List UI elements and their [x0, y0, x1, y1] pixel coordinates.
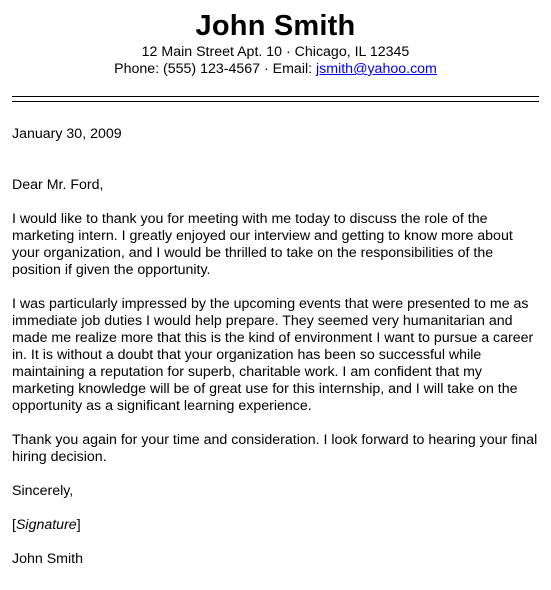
- salutation: Dear Mr. Ford,: [12, 177, 104, 193]
- letterhead: [0, 8, 551, 78]
- paragraph-3: Thank you again for your time and consideration. I look forward to hearing your final hiring decision.: [12, 432, 538, 465]
- sender-name: John Smith: [195, 10, 356, 42]
- sender-address: 12 Main Street Apt. 10 · Chicago, IL 12345: [141, 44, 410, 60]
- signer-name: John Smith: [12, 551, 83, 567]
- paragraph-1: I would like to thank you for meeting with me today to discuss the role of the marketing intern. I greatly enjoyed our interview and getting to know more about your organization, and I would be thrilled to take on the responsibilities of the position if given the opportunity.: [12, 211, 513, 278]
- letter-date: January 30, 2009: [12, 126, 122, 142]
- sender-contact: [0, 61, 551, 78]
- signature-bracket-open: [: [12, 517, 16, 533]
- closing: Sincerely,: [12, 483, 74, 499]
- header-divider-bottom: [12, 101, 539, 102]
- email-link[interactable]: jsmith@yahoo.com: [316, 61, 437, 77]
- letter-body: [12, 126, 540, 585]
- signature-bracket-close: ]: [76, 517, 81, 533]
- paragraph-2: I was particularly impressed by the upcoming events that were presented to me as immediate job duties I would help prepare. They seemed very humanitarian and made me realize more that this is the kind of environment I want to pursue a career in. It is without a doubt that your organization has been so successful while maintaining a reputation for superb, charitable work. I am confident that my marketing knowledge will be of great use for this internship, and I will take on the opportunity as a significant learning experience.: [12, 296, 534, 414]
- signature-placeholder: [12, 517, 540, 534]
- header-divider-top: [12, 96, 539, 97]
- signature-word: Signature: [15, 517, 77, 533]
- phone-text: Phone: (555) 123-4567 · Email:: [114, 61, 317, 77]
